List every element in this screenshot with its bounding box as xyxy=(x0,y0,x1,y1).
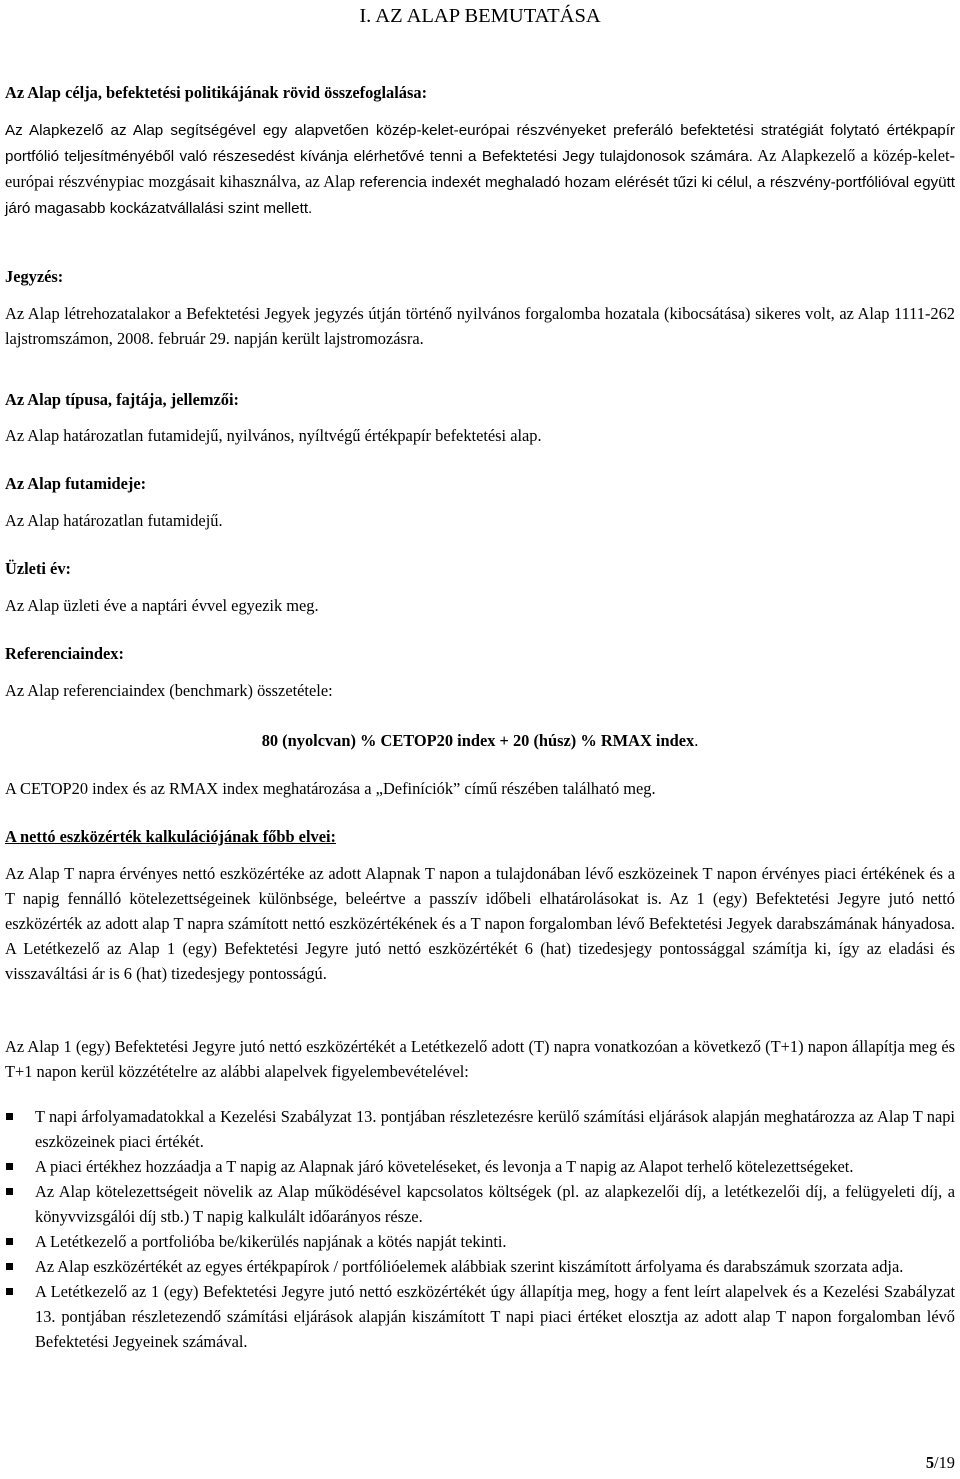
list-item-text: A Letétkezelő az 1 (egy) Befektetési Jegyre jutó nettó eszközértékét úgy állapítja meg, hogy a fent leírt alapelvek és a Kezelési Szabályzat 13. pontjában részletezendő számítási eljárások alapján kiszámított T napi piaci értéket elosztja az adott alap T napon forgalomban lévő Befektetési Jegyeinek számával. xyxy=(35,1282,955,1351)
purpose-text-sans-2: referencia indexét meghaladó hozam elérését tűzi ki célul, a részvény-portfólióval együtt járó magasabb kockázatvállalási szint mellett. xyxy=(5,174,956,217)
fiscal-text: Az Alap üzleti éve a naptári évvel egyezik meg. xyxy=(5,596,319,615)
list-item-text: A Letétkezelő a portfolióba be/kikerülés napjának a kötés napját tekinti. xyxy=(35,1232,507,1251)
square-bullet-icon xyxy=(6,1188,13,1195)
type-text: Az Alap határozatlan futamidejű, nyilvános, nyíltvégű értékpapír befektetési alap. xyxy=(5,426,542,445)
page-number-total: /19 xyxy=(934,1453,955,1472)
page-number-current: 5 xyxy=(925,1453,935,1472)
square-bullet-icon xyxy=(6,1288,13,1295)
term-text: Az Alap határozatlan futamidejű. xyxy=(5,511,223,530)
benchmark-formula-period: . xyxy=(694,731,699,750)
benchmark-formula xyxy=(5,728,955,753)
list-item xyxy=(0,1179,955,1229)
page-number xyxy=(926,1450,955,1475)
benchmark-formula-text: 80 (nyolcvan) % CETOP20 index + 20 (húsz) % RMAX index xyxy=(261,731,695,750)
nav-principles-list xyxy=(0,1104,955,1354)
note-text: Az Alap létrehozatalakor a Befektetési Jegyek jegyzés útján történő nyilvános forgalomba hozatala (kibocsátása) sikeres volt, az Alap 1111-262 lajstromszámon, 2008. február 29. napján került lajstromozásra. xyxy=(5,304,955,348)
nav-paragraph-2: Az Alap 1 (egy) Befektetési Jegyre jutó nettó eszközértékét a Letétkezelő adott (T) napra vonatkozóan a következő (T+1) napon állapítja meg és T+1 napon kerül közzétételre az alábbi alapelvek figyelembevételével: xyxy=(5,1037,955,1081)
type-heading: Az Alap típusa, fajtája, jellemzői: xyxy=(5,390,239,409)
purpose-text-sans: Az Alapkezelő az Alap segítségével egy alapvetően közép-kelet-európai részvényeket preferáló befektetési stratégiát folytató értékpapír portfólió teljesítményéből való részesedést kívánja elérhetővé tenni a Befektetési Jegy tulajdonosok számára. xyxy=(5,122,955,165)
benchmark-intro: Az Alap referenciaindex (benchmark) összetétele: xyxy=(5,681,333,700)
list-item xyxy=(0,1154,955,1179)
list-item-text: T napi árfolyamadatokkal a Kezelési Szabályzat 13. pontjában részletezésre kerülő számítási eljárások alapján meghatározza az Alap T napi eszközeinek piaci értékét. xyxy=(35,1107,955,1151)
nav-heading: A nettó eszközérték kalkulációjának főbb elvei: xyxy=(5,827,336,846)
nav-paragraph-1: Az Alap T napra érvényes nettó eszközértéke az adott Alapnak T napon a tulajdonában lévő eszközeinek T napon érvényes piaci értékének és a T napig fennálló kötelezettségeinek különbsége, beleértve a passzív időbeli elhatárolásokat is. Az 1 (egy) Befektetési Jegyre jutó nettó eszközérték az adott alap T napra számított nettó eszközértékének és a T napon forgalomban lévő Befektetési Jegyek darabszámának hányadosa. A Letétkezelő az Alap 1 (egy) Befektetési Jegyre jutó nettó eszközértékét 6 (hat) tizedesjegy pontossággal számítja ki, így az eladási és visszaváltási ár is 6 (hat) tizedesjegy pontosságú. xyxy=(5,864,955,983)
purpose-heading: Az Alap célja, befektetési politikájának rövid összefoglalása: xyxy=(5,83,428,102)
term-heading: Az Alap futamideje: xyxy=(5,474,147,493)
list-item xyxy=(0,1104,955,1154)
list-item xyxy=(0,1229,955,1254)
list-item xyxy=(0,1279,955,1354)
square-bullet-icon xyxy=(6,1163,13,1170)
list-item xyxy=(0,1254,955,1279)
square-bullet-icon xyxy=(6,1263,13,1270)
note-heading: Jegyzés: xyxy=(5,267,64,286)
purpose-text-serif: Az Alapkezelő a közép-kelet-európai részvénypiac mozgásait kihasználva, az Alap xyxy=(5,146,955,191)
square-bullet-icon xyxy=(6,1113,13,1120)
list-item-text: A piaci értékhez hozzáadja a T napig az Alapnak járó követeléseket, és levonja a T napig az Alapot terhelő kötelezettségeket. xyxy=(35,1157,854,1176)
square-bullet-icon xyxy=(6,1238,13,1245)
benchmark-heading: Referenciaindex: xyxy=(5,644,124,663)
list-item-text: Az Alap eszközértékét az egyes értékpapírok / portfólióelemek alábbiak szerint kiszámított árfolyama és darabszámuk szorzata adja. xyxy=(35,1257,904,1276)
list-item-text: Az Alap kötelezettségeit növelik az Alap működésével kapcsolatos költségek (pl. az alapkezelői díj, a letétkezelői díj, a felügyeleti díj, a könyvvizsgálói díj stb.) T napig kalkulált időarányos része. xyxy=(35,1182,955,1226)
fiscal-heading: Üzleti év: xyxy=(5,559,71,578)
benchmark-definition: A CETOP20 index és az RMAX index meghatározása a „Definíciók” című részében található meg. xyxy=(5,779,656,798)
page-title: I. AZ ALAP BEMUTATÁSA xyxy=(359,5,601,27)
purpose-paragraph xyxy=(5,117,955,221)
